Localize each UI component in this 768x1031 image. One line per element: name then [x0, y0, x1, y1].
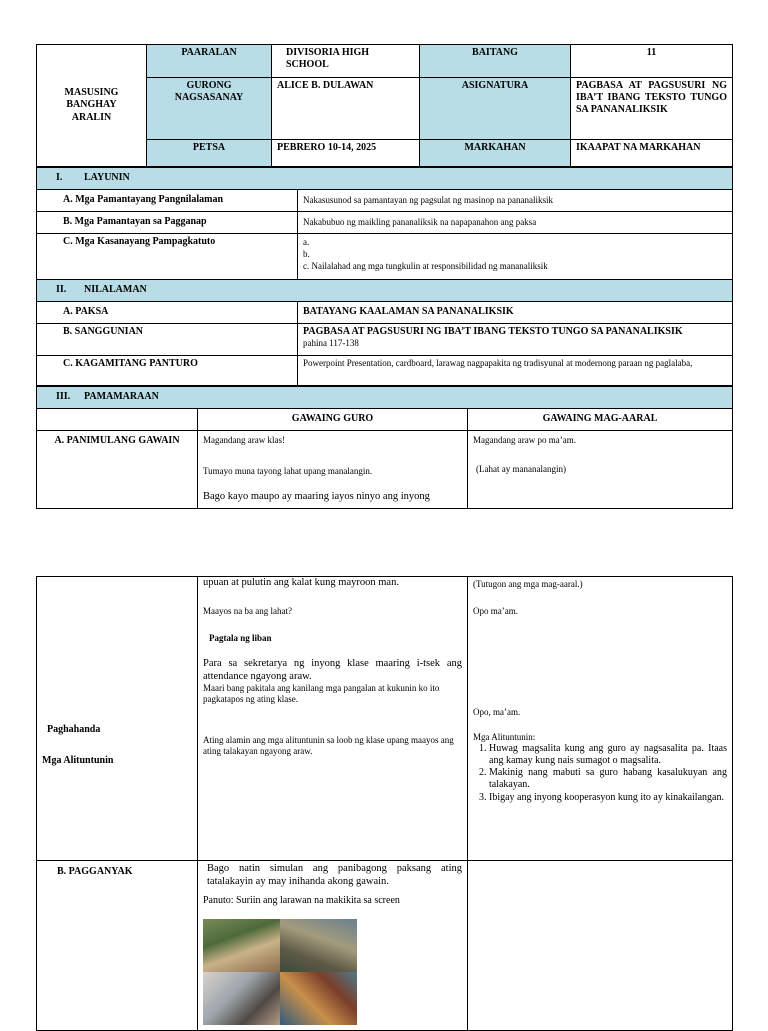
panimula-guro — [198, 431, 468, 509]
section-title: NILALAMAN — [84, 284, 147, 295]
header-table — [36, 44, 733, 167]
rule-item: 1. Huwag magsalita kung ang guro ay nagsasalita pa. Itaas ang kamay kung nais sumagot o magsalita. — [489, 743, 727, 767]
rule-item: 3. Ibigay ang inyong kooperasyon kung ito ay kinakailangan. — [489, 792, 727, 804]
mag-aaral-line: Opo ma’am. — [473, 605, 518, 616]
pangnilalaman-label: A. Mga Pamantayang Pangnilalaman — [37, 190, 298, 212]
section-layunin — [37, 168, 733, 190]
sanggunian-label: B. SANGGUNIAN — [37, 324, 298, 356]
section-nilalaman — [37, 280, 733, 302]
petsa-value: PEBRERO 10-14, 2025 — [272, 140, 420, 167]
layunin-table — [36, 167, 733, 386]
guro-line: Para sa sekretarya ng inyong klase maaring i-tsek ang attendance ngayong araw. — [203, 657, 462, 682]
alituntunin-label: Mga Alituntunin — [42, 755, 114, 766]
guro-line: Ating alamin ang mga alituntunin sa loob ng klase upang maayos ang ating talakayan ngayong araw. — [203, 735, 454, 757]
asignatura-value: PAGBASA AT PAGSUSURI NG IBA’T IBANG TEKSTO TUNGO SA PANANALIKSIK — [571, 78, 733, 140]
pamamaraan-table — [36, 386, 733, 509]
paghahanda-guro — [198, 577, 468, 861]
pagganap-label: B. Mga Pamantayan sa Pagganap — [37, 212, 298, 234]
doc-title: MASUSING BANGHAY ARALIN — [37, 45, 147, 167]
petsa-label: PETSA — [147, 140, 272, 167]
rules-list — [473, 743, 727, 804]
guro-value: ALICE B. DULAWAN — [272, 78, 420, 140]
kasanayan-a: a. — [303, 237, 310, 247]
guro-line: Magandang araw klas! — [203, 435, 285, 445]
mag-aaral-line: Magandang araw po ma’am. — [473, 435, 576, 445]
col-gawaing-mag-aaral: GAWAING MAG-AARAL — [468, 409, 733, 431]
asignatura-label: ASIGNATURA — [420, 78, 571, 140]
kasanayan-c: c. Nailalahad ang mga tungkulin at responsibilidad ng mananaliksik — [303, 261, 548, 272]
mag-aaral-line: Opo, ma’am. — [473, 706, 521, 717]
guro-line: Maari bang pakitala ang kanilang mga pangalan at kukunin ko ito pagkatapos ng ating klase. — [203, 683, 440, 705]
pangnilalaman-value: Nakasusunod sa pamantayan ng pagsulat ng masinop na pananaliksik — [298, 190, 733, 212]
continuation-table — [36, 576, 733, 1031]
pagganyak-mag-aaral — [468, 861, 733, 1031]
guro-line: Bago natin simulan ang panibagong paksang ating tatalakayin ay may inihanda akong gawain. — [207, 863, 462, 887]
baitang-value: 11 — [571, 45, 733, 78]
lesson-plan-page-2 — [36, 576, 732, 1031]
markahan-value: IKAAPAT NA MARKAHAN — [571, 140, 733, 167]
paaralan-value: DIVISORIA HIGH SCHOOL — [272, 45, 420, 78]
section-title: PAMAMARAAN — [84, 391, 159, 402]
guro-line: Bago kayo maupo ay maaring iayos ninyo ang inyong — [203, 490, 430, 502]
paghahanda-label-cell — [37, 577, 198, 861]
guro-line: Tumayo muna tayong lahat upang manalangin. — [203, 465, 373, 476]
kagamitan-value: Powerpoint Presentation, cardboard, larawag nagpapakita ng tradisyunal at modernong paraan ng paglalaba, — [298, 356, 733, 386]
pagganyak-guro — [198, 861, 468, 1031]
section-title: LAYUNIN — [84, 172, 130, 183]
panimula-label: A. PANIMULANG GAWAIN — [37, 431, 198, 509]
mag-aaral-line: Mga Alituntunin: — [473, 731, 536, 742]
section-pamamaraan — [37, 387, 733, 409]
rule-item: 2. Makinig nang mabuti sa guro habang kasalukuyan ang talakayan. — [489, 767, 727, 791]
sanggunian-page: pahina 117-138 — [303, 338, 359, 349]
paksa-value: BATAYANG KAALAMAN SA PANANALIKSIK — [298, 302, 733, 324]
paghahanda-label: Paghahanda — [47, 724, 101, 735]
pagganyak-label: B. PAGGANYAK — [37, 861, 198, 1031]
paksa-label: A. PAKSA — [37, 302, 298, 324]
mag-aaral-line: (Tutugon ang mga mag-aaral.) — [473, 579, 583, 589]
guro-label: GURONG NAGSASANAY — [147, 78, 272, 140]
empty-cell — [37, 409, 198, 431]
guro-line: Maayos na ba ang lahat? — [203, 605, 292, 616]
paghahanda-mag-aaral — [468, 577, 733, 861]
section-number: II. — [56, 284, 67, 295]
markahan-label: MARKAHAN — [420, 140, 571, 167]
kasanayan-value — [298, 234, 733, 280]
mag-aaral-line: (Lahat ay mananalangin) — [476, 463, 566, 474]
guro-line: upuan at pulutin ang kalat kung mayroon man. — [203, 577, 399, 588]
guro-line: Panuto: Suriin ang larawan na makikita sa screen — [203, 894, 400, 906]
kagamitan-label: C. KAGAMITANG PANTURO — [37, 356, 298, 386]
lesson-plan-page-1 — [36, 44, 732, 509]
guro-line: Pagtala ng liban — [209, 632, 272, 643]
kasanayan-label: C. Mga Kasanayang Pampagkatuto — [37, 234, 298, 280]
kasanayan-b: b. — [303, 249, 310, 260]
panimula-mag-aaral — [468, 431, 733, 509]
baitang-label: BAITANG — [420, 45, 571, 78]
section-number: III. — [56, 391, 71, 402]
paaralan-label: PAARALAN — [147, 45, 272, 78]
sanggunian-value — [298, 324, 733, 356]
pagganap-value: Nakabubuo ng maikling pananaliksik na napapanahon ang paksa — [298, 212, 733, 234]
sanggunian-title: PAGBASA AT PAGSUSURI NG IBA’T IBANG TEKSTO TUNGO SA PANANALIKSIK — [303, 326, 683, 337]
laundry-collage-image — [203, 919, 357, 1025]
col-gawaing-guro: GAWAING GURO — [198, 409, 468, 431]
section-number: I. — [56, 172, 63, 183]
